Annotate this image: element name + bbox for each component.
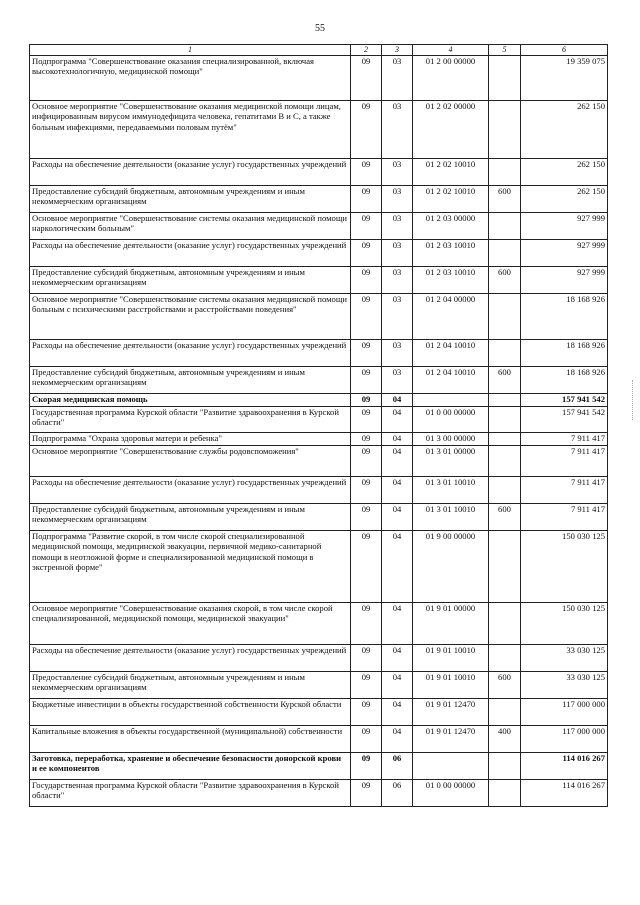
row-target-article: 01 9 01 10010: [413, 645, 489, 672]
table-row: [30, 645, 608, 672]
row-subsection-code: 03: [382, 340, 413, 367]
row-subsection-code: 06: [382, 780, 413, 807]
row-amount: 927 999: [521, 213, 608, 240]
row-expense-type: [489, 407, 521, 433]
row-name: Расходы на обеспечение деятельности (оказание услуг) государственных учреждений: [30, 645, 351, 672]
row-target-article: 01 2 03 10010: [413, 267, 489, 294]
row-name: Предоставление субсидий бюджетным, автономным учреждениям и иным некоммерческим организациям: [30, 672, 351, 699]
row-target-article: 01 2 00 00000: [413, 56, 489, 101]
column-header: 3: [382, 45, 413, 56]
row-amount: 157 941 542: [521, 407, 608, 433]
row-expense-type: [489, 159, 521, 186]
table-row: [30, 477, 608, 504]
row-expense-type: [489, 56, 521, 101]
row-name: Основное мероприятие "Совершенствование системы оказания медицинской помощи наркологическим больным": [30, 213, 351, 240]
row-expense-type: 600: [489, 672, 521, 699]
row-amount: 7 911 417: [521, 504, 608, 531]
row-name: Основное мероприятие "Совершенствование службы родовспоможения": [30, 446, 351, 477]
row-name: Основное мероприятие "Совершенствование оказания скорой, в том числе скорой специализированной, медицинской помощи, медицинской эвакуации": [30, 603, 351, 645]
row-amount: 150 030 125: [521, 603, 608, 645]
table-row: [30, 672, 608, 699]
row-target-article: 01 3 00 00000: [413, 433, 489, 446]
row-amount: 19 359 075: [521, 56, 608, 101]
column-header-row: [30, 45, 608, 56]
row-section-code: 09: [351, 672, 382, 699]
table-row: [30, 340, 608, 367]
row-target-article: [413, 394, 489, 407]
row-name: Расходы на обеспечение деятельности (оказание услуг) государственных учреждений: [30, 477, 351, 504]
row-expense-type: [489, 531, 521, 603]
row-expense-type: [489, 477, 521, 504]
row-target-article: 01 2 04 00000: [413, 294, 489, 340]
row-expense-type: [489, 101, 521, 159]
row-subsection-code: 03: [382, 101, 413, 159]
table-row: [30, 780, 608, 807]
row-section-code: 09: [351, 267, 382, 294]
row-target-article: 01 0 00 00000: [413, 407, 489, 433]
row-subsection-code: 04: [382, 407, 413, 433]
row-subsection-code: 06: [382, 753, 413, 780]
table-row: [30, 531, 608, 603]
row-amount: 262 150: [521, 101, 608, 159]
page-number: 55: [315, 23, 325, 34]
row-expense-type: [489, 433, 521, 446]
row-subsection-code: 04: [382, 433, 413, 446]
row-section-code: 09: [351, 186, 382, 213]
table-row: [30, 240, 608, 267]
row-section-code: 09: [351, 394, 382, 407]
row-name: Расходы на обеспечение деятельности (оказание услуг) государственных учреждений: [30, 159, 351, 186]
budget-table: [29, 44, 608, 807]
row-subsection-code: 03: [382, 213, 413, 240]
row-expense-type: [489, 645, 521, 672]
row-target-article: 01 3 01 10010: [413, 477, 489, 504]
table-row: [30, 699, 608, 726]
row-name: Заготовка, переработка, хранение и обеспечение безопасности донорской крови и ее компонентов: [30, 753, 351, 780]
row-name: Предоставление субсидий бюджетным, автономным учреждениям и иным некоммерческим организациям: [30, 367, 351, 394]
row-subsection-code: 04: [382, 394, 413, 407]
row-name: Расходы на обеспечение деятельности (оказание услуг) государственных учреждений: [30, 340, 351, 367]
row-expense-type: [489, 340, 521, 367]
table-row: [30, 504, 608, 531]
row-amount: 7 911 417: [521, 446, 608, 477]
row-expense-type: 600: [489, 367, 521, 394]
column-header: 4: [413, 45, 489, 56]
table-row: [30, 213, 608, 240]
row-expense-type: [489, 699, 521, 726]
row-section-code: 09: [351, 433, 382, 446]
row-section-code: 09: [351, 699, 382, 726]
row-subsection-code: 04: [382, 672, 413, 699]
row-section-code: 09: [351, 780, 382, 807]
row-section-code: 09: [351, 294, 382, 340]
row-target-article: 01 2 04 10010: [413, 367, 489, 394]
row-amount: 117 000 000: [521, 726, 608, 753]
table-row: [30, 56, 608, 101]
row-name: Скорая медицинская помощь: [30, 394, 351, 407]
row-subsection-code: 03: [382, 294, 413, 340]
row-amount: 927 999: [521, 267, 608, 294]
row-subsection-code: 03: [382, 367, 413, 394]
row-amount: 114 016 267: [521, 780, 608, 807]
table-row: [30, 159, 608, 186]
row-expense-type: 600: [489, 186, 521, 213]
row-name: Предоставление субсидий бюджетным, автономным учреждениям и иным некоммерческим организациям: [30, 504, 351, 531]
row-amount: 18 168 926: [521, 340, 608, 367]
row-target-article: 01 2 03 00000: [413, 213, 489, 240]
table-row: [30, 394, 608, 407]
row-name: Основное мероприятие "Совершенствование системы оказания медицинской помощи больным с психическими расстройствами и расстройствами поведения": [30, 294, 351, 340]
row-section-code: 09: [351, 56, 382, 101]
row-section-code: 09: [351, 477, 382, 504]
row-expense-type: 600: [489, 504, 521, 531]
row-section-code: 09: [351, 504, 382, 531]
row-section-code: 09: [351, 726, 382, 753]
table-row: [30, 433, 608, 446]
table-row: [30, 726, 608, 753]
table-row: [30, 186, 608, 213]
row-amount: 33 030 125: [521, 672, 608, 699]
row-section-code: 09: [351, 531, 382, 603]
table-row: [30, 367, 608, 394]
row-section-code: 09: [351, 407, 382, 433]
row-section-code: 09: [351, 753, 382, 780]
row-amount: 262 150: [521, 186, 608, 213]
row-target-article: 01 9 01 12470: [413, 726, 489, 753]
column-header: 5: [489, 45, 521, 56]
row-expense-type: [489, 780, 521, 807]
row-expense-type: [489, 446, 521, 477]
row-expense-type: 600: [489, 267, 521, 294]
row-expense-type: [489, 240, 521, 267]
row-subsection-code: 04: [382, 531, 413, 603]
row-section-code: 09: [351, 340, 382, 367]
row-amount: 157 941 542: [521, 394, 608, 407]
table-row: [30, 267, 608, 294]
row-target-article: 01 2 04 10010: [413, 340, 489, 367]
row-subsection-code: 03: [382, 159, 413, 186]
row-subsection-code: 04: [382, 446, 413, 477]
table-row: [30, 603, 608, 645]
table-row: [30, 407, 608, 433]
row-name: Основное мероприятие "Совершенствование оказания медицинской помощи лицам, инфицированным вирусом иммунодефицита человека, гепатитами В и С, а также больным инфекциями, передаваемыми половым путём": [30, 101, 351, 159]
row-section-code: 09: [351, 645, 382, 672]
row-section-code: 09: [351, 367, 382, 394]
row-subsection-code: 04: [382, 699, 413, 726]
row-expense-type: [489, 394, 521, 407]
row-name: Бюджетные инвестиции в объекты государственной собственности Курской области: [30, 699, 351, 726]
row-target-article: 01 3 01 10010: [413, 504, 489, 531]
row-target-article: 01 2 03 10010: [413, 240, 489, 267]
row-subsection-code: 03: [382, 267, 413, 294]
row-amount: 33 030 125: [521, 645, 608, 672]
row-amount: 150 030 125: [521, 531, 608, 603]
row-target-article: 01 2 02 10010: [413, 159, 489, 186]
row-name: Расходы на обеспечение деятельности (оказание услуг) государственных учреждений: [30, 240, 351, 267]
row-expense-type: [489, 294, 521, 340]
row-amount: 18 168 926: [521, 367, 608, 394]
row-subsection-code: 03: [382, 186, 413, 213]
row-subsection-code: 04: [382, 603, 413, 645]
row-expense-type: 400: [489, 726, 521, 753]
row-amount: 114 016 267: [521, 753, 608, 780]
row-name: Подпрограмма "Совершенствование оказания специализированной, включая высокотехнологичную, медицинской помощи": [30, 56, 351, 101]
row-amount: 7 911 417: [521, 477, 608, 504]
table-row: [30, 101, 608, 159]
row-section-code: 09: [351, 240, 382, 267]
table-row: [30, 294, 608, 340]
row-name: Государственная программа Курской области "Развитие здравоохранения в Курской области": [30, 407, 351, 433]
row-subsection-code: 03: [382, 56, 413, 101]
row-amount: 262 150: [521, 159, 608, 186]
row-subsection-code: 03: [382, 240, 413, 267]
table-row: [30, 446, 608, 477]
column-header: 1: [30, 45, 351, 56]
row-target-article: 01 0 00 00000: [413, 780, 489, 807]
row-target-article: 01 2 02 00000: [413, 101, 489, 159]
row-section-code: 09: [351, 159, 382, 186]
row-subsection-code: 04: [382, 726, 413, 753]
column-header: 6: [521, 45, 608, 56]
row-amount: 18 168 926: [521, 294, 608, 340]
table-row: [30, 753, 608, 780]
row-target-article: 01 9 00 00000: [413, 531, 489, 603]
row-section-code: 09: [351, 101, 382, 159]
row-target-article: [413, 753, 489, 780]
row-name: Предоставление субсидий бюджетным, автономным учреждениям и иным некоммерческим организациям: [30, 267, 351, 294]
row-expense-type: [489, 213, 521, 240]
row-amount: 927 999: [521, 240, 608, 267]
row-target-article: 01 9 01 12470: [413, 699, 489, 726]
row-name: Государственная программа Курской области "Развитие здравоохранения в Курской области": [30, 780, 351, 807]
row-section-code: 09: [351, 213, 382, 240]
row-amount: 7 911 417: [521, 433, 608, 446]
row-section-code: 09: [351, 603, 382, 645]
row-name: Подпрограмма "Охрана здоровья матери и ребенка": [30, 433, 351, 446]
row-subsection-code: 04: [382, 645, 413, 672]
row-amount: 117 000 000: [521, 699, 608, 726]
row-name: Подпрограмма "Развитие скорой, в том числе скорой специализированной медицинской помощи, медицинской эвакуации, первичной медико-санитарной помощи в неотложной форме и специализированной медицинской помощи в экстренной форме": [30, 531, 351, 603]
row-subsection-code: 04: [382, 504, 413, 531]
row-expense-type: [489, 603, 521, 645]
row-target-article: 01 9 01 00000: [413, 603, 489, 645]
row-section-code: 09: [351, 446, 382, 477]
row-subsection-code: 04: [382, 477, 413, 504]
scan-margin-mark: [632, 380, 634, 420]
row-expense-type: [489, 753, 521, 780]
row-name: Капитальные вложения в объекты государственной (муниципальной) собственности: [30, 726, 351, 753]
column-header: 2: [351, 45, 382, 56]
row-target-article: 01 3 01 00000: [413, 446, 489, 477]
row-target-article: 01 9 01 10010: [413, 672, 489, 699]
row-name: Предоставление субсидий бюджетным, автономным учреждениям и иным некоммерческим организациям: [30, 186, 351, 213]
row-target-article: 01 2 02 10010: [413, 186, 489, 213]
